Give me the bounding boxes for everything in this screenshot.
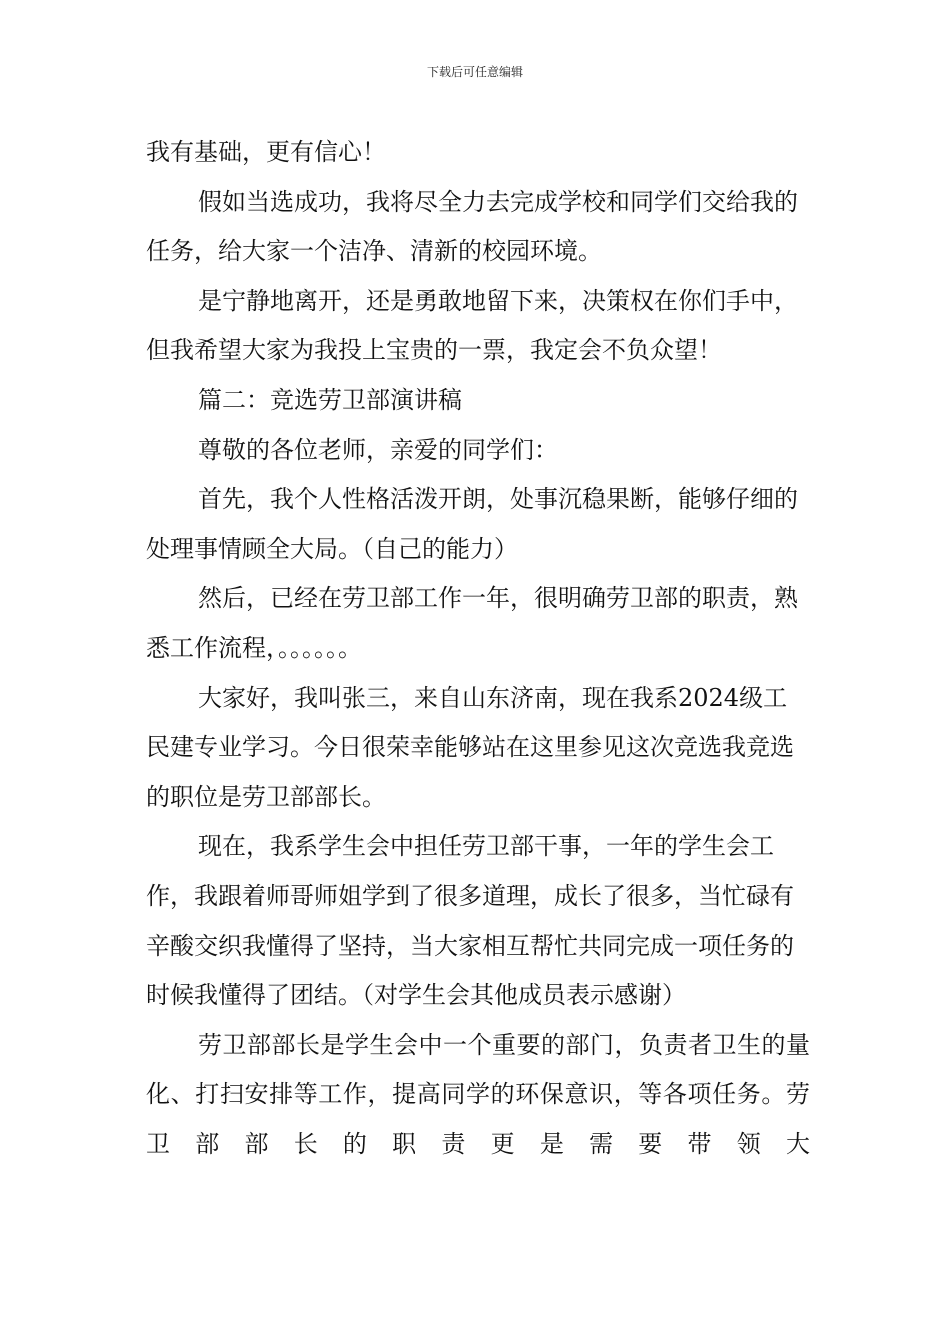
document-body [146, 128, 810, 1169]
section-title: 篇二：竞选劳卫部演讲稿 [198, 385, 462, 414]
paragraph-department-duties: 劳卫部部长是学生会中一个重要的部门，负责者卫生的量化、打扫安排等工作，提高同学的环保意识，等各项任务。劳卫部部长的职责更是需要带领大 [146, 1030, 810, 1158]
paragraph-introduction: 大家好，我叫张三，来自山东济南，现在我系2024级工民建专业学习。今日很荣幸能够站在这里参见这次竞选我竞选的职位是劳卫部部长。 [146, 683, 794, 811]
paragraph-if-elected: 假如当选成功，我将尽全力去完成学校和同学们交给我的任务，给大家一个洁净、清新的校园环境。 [146, 187, 798, 266]
paragraph-personality: 首先，我个人性格活泼开朗，处事沉稳果断，能够仔细的处理事情顾全大局。（自己的能力） [146, 485, 798, 563]
paragraph-current-role: 现在，我系学生会中担任劳卫部干事，一年的学生会工作，我跟着师哥师姐学到了很多道理，成长了很多，当忙碌有辛酸交织我懂得了坚持，当大家相互帮忙共同完成一项任务的时候我懂得了团结。（对学生会其他成员表示感谢） [146, 832, 794, 1010]
salutation: 尊敬的各位老师，亲爱的同学们： [198, 435, 558, 464]
paragraph-experience: 然后，已经在劳卫部工作一年，很明确劳卫部的职责，熟悉工作流程，。。。。。。 [146, 584, 798, 662]
paragraph-confidence: 我有基础，更有信心！ [146, 138, 386, 166]
paragraph-vote-request: 是宁静地离开，还是勇敢地留下来，决策权在你们手中，但我希望大家为我投上宝贵的一票，我定会不负众望！ [146, 286, 798, 365]
page-header-note: 下载后可任意编辑 [426, 65, 523, 79]
